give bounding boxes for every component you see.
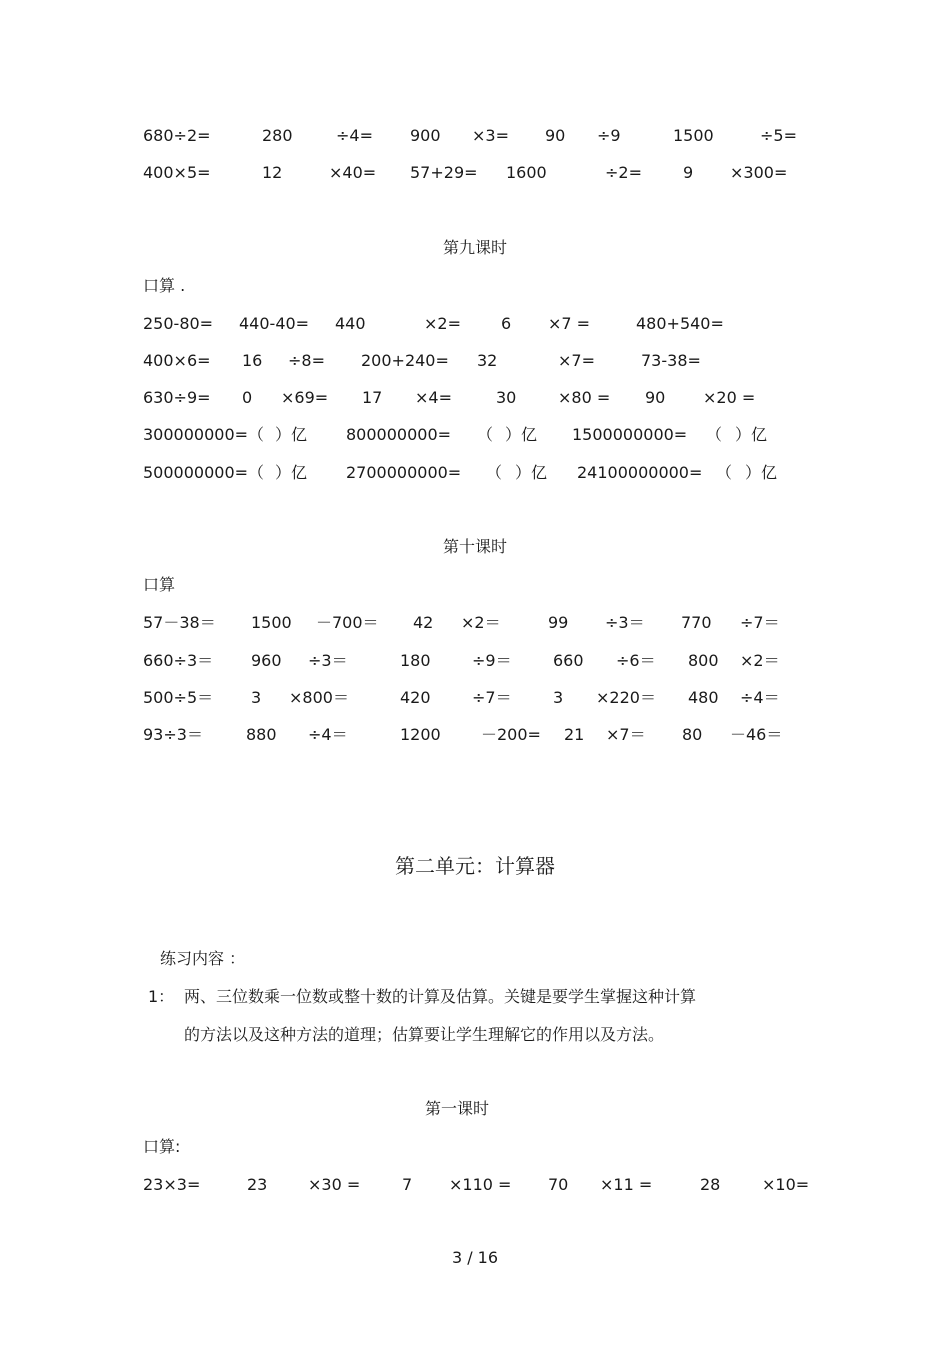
calc-item: ×7 = [548,314,591,333]
calc-item: ×80 = [558,388,611,407]
calc-item: ×11 = [600,1175,653,1194]
calc-item: 680÷2= [143,126,211,145]
section-label: 口算 [143,575,176,594]
calc-item: 300000000=（ [143,425,265,444]
calc-row [0,423,950,447]
calc-row [0,461,950,485]
calc-item: 800 [688,651,719,670]
calc-item: 57－38＝ [143,613,216,632]
calc-item: 9 [683,163,694,182]
calc-item: 1500 [673,126,714,145]
calc-item: 400×6= [143,351,211,370]
calc-row [0,723,950,747]
section-label: 口算 . [143,276,186,295]
calc-item: （ [716,463,733,482]
calc-row [0,1173,950,1197]
calc-item: 12 [262,163,283,182]
section-label: 口算: [143,1137,181,1156]
calc-item: 90 [545,126,566,145]
calc-item: 23 [247,1175,268,1194]
calc-item: 32 [477,351,498,370]
lesson-title: 第一课时 [424,1099,489,1118]
calc-item: 500000000=（ [143,463,265,482]
calc-item: （ [486,463,503,482]
calc-item: ×20 = [703,388,756,407]
calc-item: 630÷9= [143,388,211,407]
calc-item: 30 [496,388,517,407]
calc-item: 660 [553,651,584,670]
calc-item: 16 [242,351,263,370]
calc-item: 900 [410,126,441,145]
calc-item: ÷6＝ [616,651,656,670]
item-number: 1： [148,987,175,1006]
calc-item: ×7= [558,351,595,370]
calc-row [0,686,950,710]
calc-row [0,312,950,336]
calc-item: 70 [548,1175,569,1194]
calc-item: ×800＝ [289,688,349,707]
calc-item: ）亿 [735,425,768,444]
calc-item: 24100000000= [577,463,703,482]
calc-item: 180 [400,651,431,670]
calc-item: 400×5= [143,163,211,182]
calc-item: ×7＝ [606,725,646,744]
item-text-line-1: 两、三位数乘一位数或整十数的计算及估算。关键是要学生掌握这种计算 [184,987,697,1006]
calc-item: ÷2= [605,163,642,182]
calc-item: ×10= [762,1175,810,1194]
calc-item: ）亿 [505,425,538,444]
calc-item: ×2= [424,314,461,333]
calc-row [0,161,950,185]
calc-item: 2700000000= [346,463,462,482]
calc-item: 1500 [251,613,292,632]
calc-item: （ [706,425,723,444]
calc-item: ×4= [415,388,452,407]
calc-item: －200= [481,725,541,744]
page-number: 3 / 16 [451,1248,499,1267]
unit-title: 第二单元：计算器 [395,854,555,878]
calc-item: （ [477,425,494,444]
calc-item: 480+540= [636,314,724,333]
calc-item: 420 [400,688,431,707]
calc-item: ×40= [329,163,377,182]
calc-item: 73-38= [641,351,701,370]
lesson-title: 第十课时 [442,537,507,556]
calc-row [0,649,950,673]
calc-item: －700＝ [316,613,379,632]
lesson-title: 第九课时 [442,238,507,257]
calc-item: 0 [242,388,253,407]
calc-item: ÷4＝ [740,688,780,707]
calc-item: 7 [402,1175,413,1194]
calc-item: 57+29= [410,163,478,182]
calc-item: 960 [251,651,282,670]
calc-item: 99 [548,613,569,632]
calc-item: 440 [335,314,366,333]
calc-item: ÷5= [760,126,797,145]
calc-item: 440-40= [239,314,310,333]
calc-item: －46＝ [730,725,783,744]
calc-item: ）亿 [515,463,548,482]
calc-item: ）亿 [745,463,778,482]
calc-item: 280 [262,126,293,145]
calc-item: 250-80= [143,314,214,333]
calc-item: 3 [251,688,262,707]
calc-item: 1200 [400,725,441,744]
calc-item: ÷3＝ [605,613,645,632]
calc-item: 480 [688,688,719,707]
calc-item: ×69= [281,388,329,407]
calc-row [0,349,950,373]
calc-item: ÷9＝ [472,651,512,670]
calc-item: ÷3＝ [308,651,348,670]
calc-item: ×2＝ [461,613,501,632]
calc-item: ×3= [472,126,509,145]
calc-item: 17 [362,388,383,407]
calc-item: ）亿 [275,425,308,444]
calc-item: 42 [413,613,434,632]
calc-item: ÷8= [288,351,325,370]
calc-row [0,611,950,635]
calc-item: 1500000000= [572,425,688,444]
calc-item: ÷7＝ [740,613,780,632]
item-text-line-2: 的方法以及这种方法的道理；估算要让学生理解它的作用以及方法。 [184,1025,665,1044]
calc-item: ×110 = [449,1175,512,1194]
calc-item: ×300= [730,163,788,182]
calc-item: ×220＝ [596,688,656,707]
calc-item: 6 [501,314,512,333]
calc-item: 880 [246,725,277,744]
calc-item: ×30 = [308,1175,361,1194]
calc-item: 800000000= [346,425,452,444]
calc-item: 90 [645,388,666,407]
calc-item: 660÷3＝ [143,651,214,670]
calc-item: 93÷3＝ [143,725,203,744]
calc-item: 770 [681,613,712,632]
calc-row [0,124,950,148]
content-label: 练习内容 ： [160,949,246,968]
calc-row [0,386,950,410]
calc-item: 80 [682,725,703,744]
calc-item: ×2＝ [740,651,780,670]
calc-item: 21 [564,725,585,744]
calc-item: ÷4＝ [308,725,348,744]
calc-item: ）亿 [275,463,308,482]
calc-item: ÷4= [336,126,373,145]
calc-item: 500÷5＝ [143,688,214,707]
calc-item: 23×3= [143,1175,201,1194]
calc-item: ÷9 [597,126,621,145]
calc-item: 28 [700,1175,721,1194]
calc-item: ÷7＝ [472,688,512,707]
calc-item: 3 [553,688,564,707]
calc-item: 1600 [506,163,547,182]
calc-item: 200+240= [361,351,449,370]
